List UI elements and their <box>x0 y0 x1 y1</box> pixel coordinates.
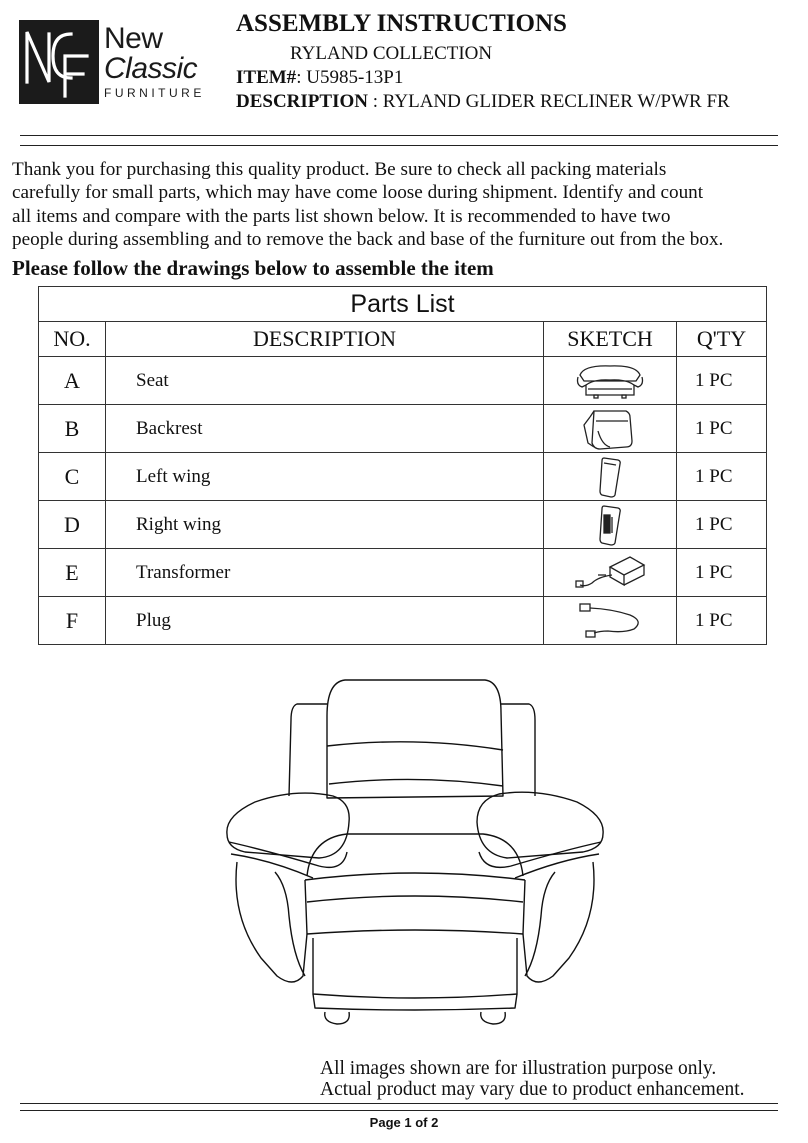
item-value: : U5985-13P1 <box>296 67 404 88</box>
part-no: F <box>39 597 106 645</box>
part-qty: 1 PC <box>677 453 767 501</box>
table-row <box>39 597 767 645</box>
brand-logo-mark <box>19 20 99 104</box>
part-no: C <box>39 453 106 501</box>
transformer-sketch-icon <box>572 553 648 593</box>
item-number <box>236 67 403 89</box>
recliner-illustration <box>215 676 615 1039</box>
part-sketch <box>544 357 677 405</box>
part-description: Plug <box>106 597 544 645</box>
brand-wordmark <box>104 24 205 100</box>
disclaimer-line: Actual product may vary due to product enhancement. <box>320 1079 745 1100</box>
column-header-sketch: SKETCH <box>544 322 677 357</box>
part-qty: 1 PC <box>677 405 767 453</box>
part-qty: 1 PC <box>677 501 767 549</box>
table-row <box>39 453 767 501</box>
part-description: Right wing <box>106 501 544 549</box>
part-sketch <box>544 501 677 549</box>
column-header-no: NO. <box>39 322 106 357</box>
part-qty: 1 PC <box>677 549 767 597</box>
footer-divider-bottom <box>20 1110 778 1111</box>
part-description: Left wing <box>106 453 544 501</box>
intro-line: people during assembling and to remove the back and base of the furniture out from the box. <box>12 229 724 251</box>
part-no: E <box>39 549 106 597</box>
part-no: A <box>39 357 106 405</box>
description-value: : RYLAND GLIDER RECLINER W/PWR FR <box>367 91 730 112</box>
intro-line: all items and compare with the parts list shown below. It is recommended to have two <box>12 205 671 227</box>
intro-paragraph <box>12 158 804 252</box>
recliner-illustration-icon <box>215 676 615 1034</box>
table-row <box>39 549 767 597</box>
part-qty: 1 PC <box>677 597 767 645</box>
ncf-monogram-icon <box>19 20 99 104</box>
parts-list-caption: Parts List <box>39 287 767 322</box>
left-wing-sketch-icon <box>590 455 630 499</box>
parts-list-table <box>38 286 767 645</box>
right-wing-sketch-icon <box>590 503 630 547</box>
brand-classic: Classic <box>104 52 198 85</box>
part-sketch <box>544 453 677 501</box>
page-number: Page 1 of 2 <box>369 1115 439 1130</box>
page-title: ASSEMBLY INSTRUCTIONS <box>236 10 567 37</box>
part-qty: 1 PC <box>677 357 767 405</box>
part-sketch <box>544 405 677 453</box>
footer-divider-top <box>20 1103 778 1104</box>
header-divider-bottom <box>20 145 778 146</box>
disclaimer-line: All images shown are for illustration purpose only. <box>320 1058 717 1079</box>
table-row <box>39 501 767 549</box>
item-label: ITEM# <box>236 67 297 88</box>
plug-sketch-icon <box>572 601 648 641</box>
collection-name: RYLAND COLLECTION <box>290 43 493 64</box>
part-no: D <box>39 501 106 549</box>
disclaimer-note <box>320 1058 745 1100</box>
part-description: Transformer <box>106 549 544 597</box>
part-sketch <box>544 597 677 645</box>
intro-line: carefully for small parts, which may have come loose during shipment. Identify and count <box>12 182 704 204</box>
table-row <box>39 405 767 453</box>
column-header-qty: Q'TY <box>677 322 767 357</box>
backrest-sketch-icon <box>580 407 640 451</box>
part-description: Seat <box>106 357 544 405</box>
part-description: Backrest <box>106 405 544 453</box>
header-divider-top <box>20 135 778 136</box>
table-row <box>39 357 767 405</box>
seat-sketch-icon <box>574 361 646 401</box>
brand-furniture: FURNITURE <box>104 86 205 100</box>
column-header-description: DESCRIPTION <box>106 322 544 357</box>
product-description <box>236 91 730 113</box>
intro-line: Thank you for purchasing this quality product. Be sure to check all packing materials <box>12 159 667 180</box>
part-no: B <box>39 405 106 453</box>
brand-new: New <box>104 22 163 55</box>
description-label: DESCRIPTION <box>236 91 368 112</box>
part-sketch <box>544 549 677 597</box>
assembly-instruction: Please follow the drawings below to assemble the item <box>12 256 494 280</box>
